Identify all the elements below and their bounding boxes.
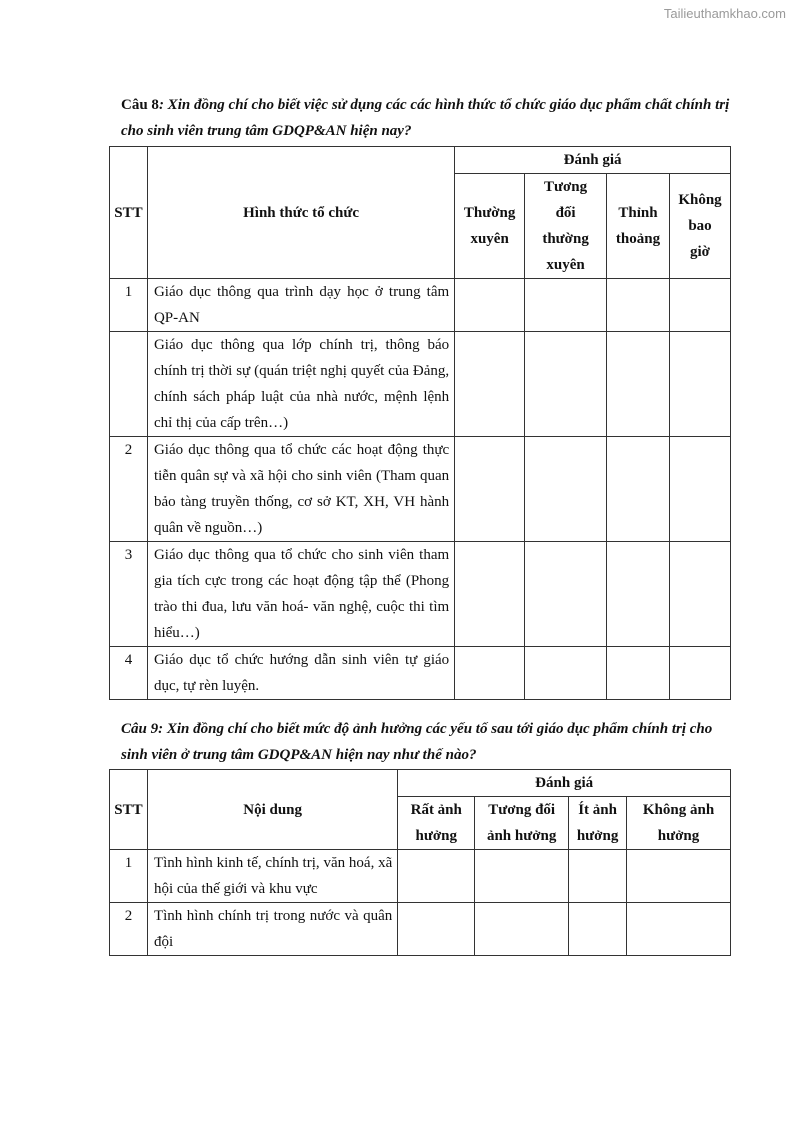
q8-header-col-2: Tương đối thường xuyên [525,174,607,279]
q8-row-4-text: Giáo dục thông qua tổ chức cho sinh viên tham gia tích cực trong các hoạt động tập thể (Phong trào thi đua, lưu văn hoá- văn nghệ, cuộc thi tìm hiểu…) [147,542,454,647]
rating-cell[interactable] [525,279,607,332]
q8-row-4-stt: 3 [110,542,148,647]
q9-header-col-4: Không ảnh hưởng [627,797,731,850]
rating-cell[interactable] [669,542,730,647]
q9-row-2-stt: 2 [110,903,148,956]
q9-header-content: Nội dung [147,770,397,850]
q8-row-3-text: Giáo dục thông qua tổ chức các hoạt động thực tiễn quân sự và xã hội cho sinh viên (Tham quan bảo tàng truyền thống, cơ sở KT, XH, VH hành quân về nguồn…) [147,437,454,542]
q9-header-stt: STT [110,770,148,850]
table-row [110,850,731,903]
rating-cell[interactable] [607,647,670,700]
q8-row-1-stt: 1 [110,279,148,332]
rating-cell[interactable] [607,279,670,332]
q8-header-col-4: Không bao giờ [669,174,730,279]
q8-row-2-text: Giáo dục thông qua lớp chính trị, thông báo chính trị thời sự (quán triệt nghị quyết của Đảng, chính sách pháp luật của nhà nước, mệnh lệnh chỉ thị của cấp trên…) [147,332,454,437]
rating-cell[interactable] [398,850,475,903]
rating-cell[interactable] [525,647,607,700]
question-8-label: Câu 8 [121,97,159,113]
rating-cell[interactable] [455,332,525,437]
rating-cell[interactable] [569,850,627,903]
table-row [110,903,731,956]
question-9-title [121,716,731,768]
question-8-table [109,146,731,700]
question-9-text: : Xin đồng chí cho biết mức độ ảnh hưởng các yếu tố sau tới giáo dục phẩm chính trị cho sinh viên ở trung tâm GDQP&AN hiện nay như thế nào? [121,721,713,763]
rating-cell[interactable] [607,332,670,437]
table-row [110,332,731,437]
rating-cell[interactable] [455,647,525,700]
table-row [110,647,731,700]
rating-cell[interactable] [525,542,607,647]
rating-cell[interactable] [569,903,627,956]
rating-cell[interactable] [525,332,607,437]
question-9-label: Câu 9 [121,721,159,737]
q9-header-group: Đánh giá [398,770,731,797]
rating-cell[interactable] [475,903,569,956]
rating-cell[interactable] [627,850,731,903]
rating-cell[interactable] [627,903,731,956]
q9-row-2-text: Tình hình chính trị trong nước và quân đội [147,903,397,956]
question-8-title [121,92,731,144]
q8-row-5-stt: 4 [110,647,148,700]
q9-header-col-2: Tương đối ảnh hưởng [475,797,569,850]
table-row [110,437,731,542]
rating-cell[interactable] [455,542,525,647]
rating-cell[interactable] [669,332,730,437]
rating-cell[interactable] [455,437,525,542]
q8-header-group: Đánh giá [455,147,731,174]
rating-cell[interactable] [607,437,670,542]
table-row [110,279,731,332]
q8-header-stt: STT [110,147,148,279]
rating-cell[interactable] [669,279,730,332]
rating-cell[interactable] [398,903,475,956]
question-8-text: : Xin đồng chí cho biết việc sử dụng các các hình thức tổ chức giáo dục phẩm chất chính trị cho sinh viên trung tâm GDQP&AN hiện nay? [121,97,730,139]
q8-header-col-3: Thỉnh thoảng [607,174,670,279]
q8-row-1-text: Giáo dục thông qua trình dạy học ở trung tâm QP-AN [147,279,454,332]
rating-cell[interactable] [455,279,525,332]
q8-header-content: Hình thức tổ chức [147,147,454,279]
rating-cell[interactable] [669,647,730,700]
q8-row-5-text: Giáo dục tổ chức hướng dẫn sinh viên tự giáo dục, tự rèn luyện. [147,647,454,700]
rating-cell[interactable] [607,542,670,647]
q8-row-2-stt [110,332,148,437]
table-row [110,542,731,647]
rating-cell[interactable] [669,437,730,542]
q9-row-1-stt: 1 [110,850,148,903]
q9-row-1-text: Tình hình kinh tế, chính trị, văn hoá, xã hội của thế giới và khu vực [147,850,397,903]
question-9-table [109,769,731,956]
q9-header-col-1: Rất ảnh hưởng [398,797,475,850]
q8-row-3-stt: 2 [110,437,148,542]
watermark: Tailieuthamkhao.com [663,6,786,21]
rating-cell[interactable] [475,850,569,903]
q8-header-col-1: Thường xuyên [455,174,525,279]
q9-header-col-3: Ít ảnh hưởng [569,797,627,850]
rating-cell[interactable] [525,437,607,542]
